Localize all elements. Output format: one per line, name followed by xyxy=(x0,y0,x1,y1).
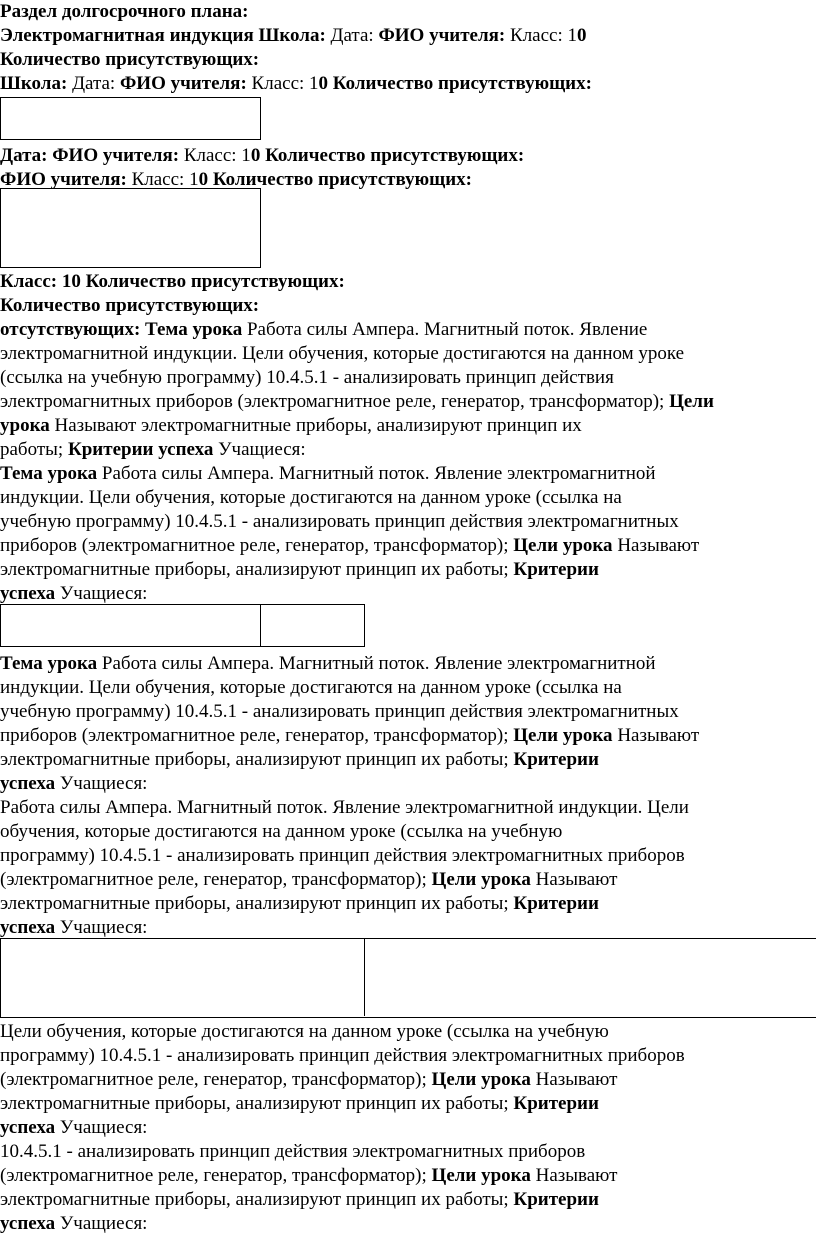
empty-cell-2 xyxy=(0,188,261,268)
text-line xyxy=(0,1092,599,1116)
text: индукции. Цели обучения, которые достигаются на данном уроке (ссылка на xyxy=(0,677,622,698)
text-line xyxy=(0,796,689,820)
text-line xyxy=(0,486,622,510)
text: электромагнитные приборы, анализируют принцип их работы; xyxy=(0,1189,514,1210)
text-line xyxy=(0,534,699,558)
text-line xyxy=(0,1164,617,1188)
text: Цели обучения, которые достигаются на данном уроке (ссылка на учебную xyxy=(0,1021,609,1042)
bold-text: 0 xyxy=(250,145,261,166)
bold-text: Школа: xyxy=(258,25,326,46)
text: : 1 xyxy=(557,25,578,46)
text-line xyxy=(0,1140,585,1164)
text: обучения, которые достигаются на данном уроке (ссылка на учебную xyxy=(0,821,563,842)
text-line xyxy=(0,462,656,486)
text: Называют xyxy=(530,869,618,890)
table-bottom-border-1 xyxy=(259,646,365,647)
text: электромагнитной индукции. Цели обучения, которые достигаются на данном уроке xyxy=(0,343,685,364)
text: программу) 10.4.5.1 - анализировать принцип действия электромагнитных приборов xyxy=(0,1045,685,1066)
bold-text: успеха xyxy=(0,583,56,604)
bold-text: Критерии xyxy=(513,893,599,914)
bold-text: Электромагнитная индукция xyxy=(0,25,254,46)
bold-text: 0 xyxy=(577,25,587,46)
text-line xyxy=(0,1020,609,1044)
bold-text: Класс: 10 xyxy=(0,271,81,292)
bold-text: урока xyxy=(0,415,50,436)
bold-text: Цели урока xyxy=(513,535,613,556)
bold-text: ФИО учителя: xyxy=(0,169,127,190)
text-line xyxy=(0,414,582,438)
text-line xyxy=(0,748,599,772)
bold-text: Школа: xyxy=(0,73,68,94)
text: электромагнитные приборы, анализируют принцип их работы; xyxy=(0,893,514,914)
bold-text: Критерии xyxy=(513,749,599,770)
text: Учащиеся: xyxy=(55,773,148,794)
bold-text: Критерии xyxy=(513,559,599,580)
text-line xyxy=(0,270,345,294)
text-line xyxy=(0,48,259,72)
text: индукции. Цели обучения, которые достигаются на данном уроке (ссылка на xyxy=(0,487,622,508)
text-line xyxy=(0,366,614,390)
text: Называют xyxy=(530,1069,618,1090)
text: Класс xyxy=(183,145,232,166)
bold-text: Тема урока xyxy=(145,319,243,340)
bold-text: успеха xyxy=(0,1117,56,1138)
text: электромагнитные приборы, анализируют принцип их работы; xyxy=(0,1093,514,1114)
bold-text: Тема урока xyxy=(0,463,98,484)
text: Называют xyxy=(530,1165,618,1186)
text-line xyxy=(0,1212,147,1236)
empty-cell-3 xyxy=(0,604,261,647)
text: учебную программу) 10.4.5.1 - анализировать принцип действия электромагнитных xyxy=(0,701,679,722)
text: 10.4.5.1 - анализировать принцип действия электромагнитных приборов xyxy=(0,1141,586,1162)
text: Работа силы Ампера. Магнитный поток. Явление электромагнитной индукции. Цели xyxy=(0,797,689,818)
text: приборов (электромагнитное реле, генератор, трансформатор); xyxy=(0,535,514,556)
text: (ссылка на учебную программу) 10.4.5.1 - анализировать принцип действия xyxy=(0,367,614,388)
text-line xyxy=(0,652,656,676)
text: (электромагнитное реле, генератор, трансформатор); xyxy=(0,869,432,890)
text-line xyxy=(0,294,259,318)
text-line xyxy=(0,772,147,796)
text-line xyxy=(0,1044,685,1068)
bold-text: Раздел долгосрочного плана: xyxy=(0,1,249,22)
text-line xyxy=(0,558,599,582)
text-line xyxy=(0,318,647,342)
text: учебную программу) 10.4.5.1 - анализировать принцип действия электромагнитных xyxy=(0,511,679,532)
text-line xyxy=(0,24,587,48)
bold-text: Тема урока xyxy=(0,653,98,674)
text-line xyxy=(0,868,617,892)
bold-text: Количество присутствующих: xyxy=(0,49,260,70)
text-line xyxy=(0,892,599,916)
text-line xyxy=(0,582,147,606)
bold-text: ФИО учителя: xyxy=(373,25,506,46)
bold-text: Количество присутствующих: xyxy=(328,73,592,94)
bold-text: успеха xyxy=(0,1213,56,1234)
bold-text: Цели xyxy=(669,391,714,412)
text: электромагнитных приборов (электромагнитное реле, генератор, трансформатор); xyxy=(0,391,670,412)
bold-text: Критерии успеха xyxy=(67,439,214,460)
bold-text: Цели урока xyxy=(513,725,613,746)
text: Класс xyxy=(510,25,558,46)
bold-text: Цели урока xyxy=(431,1069,531,1090)
text: работы; xyxy=(0,439,68,460)
text-line xyxy=(0,916,147,940)
empty-cell-4 xyxy=(0,938,816,1018)
bold-text: Критерии xyxy=(513,1093,599,1114)
text-line xyxy=(0,510,679,534)
text-line xyxy=(0,1188,599,1212)
text: Называют xyxy=(612,535,700,556)
text-line xyxy=(0,1068,617,1092)
text: Называют электромагнитные приборы, анализируют принцип их xyxy=(49,415,582,436)
text-line xyxy=(0,0,248,24)
text: приборов (электромагнитное реле, генератор, трансформатор); xyxy=(0,725,514,746)
bold-text: 0 xyxy=(198,169,209,190)
text: Класс xyxy=(251,73,300,94)
text-line xyxy=(0,676,622,700)
text: Учащиеся: xyxy=(55,1213,148,1234)
text: Дата: xyxy=(72,73,116,94)
text-line xyxy=(0,438,306,462)
bold-text: успеха xyxy=(0,773,56,794)
table-divider-2 xyxy=(364,938,365,1016)
text-line xyxy=(0,700,679,724)
text: Дата: xyxy=(330,25,374,46)
empty-cell-1 xyxy=(0,97,261,140)
bold-text: Цели урока xyxy=(431,1165,531,1186)
bold-text: Дата: xyxy=(0,145,48,166)
text-line xyxy=(0,144,524,168)
text: программу) 10.4.5.1 - анализировать принцип действия электромагнитных приборов xyxy=(0,845,685,866)
text: Работа силы Ампера. Магнитный поток. Явление электромагнитной xyxy=(97,463,656,484)
text: Называют xyxy=(612,725,700,746)
text: Работа силы Ампера. Магнитный поток. Явление электромагнитной xyxy=(97,653,656,674)
text: : 1 xyxy=(231,145,251,166)
text: Учащиеся: xyxy=(55,1117,148,1138)
text: электромагнитные приборы, анализируют принцип их работы; xyxy=(0,559,514,580)
text-line xyxy=(0,390,714,414)
bold-text: отсутствующих: xyxy=(0,319,141,340)
text-line xyxy=(0,1116,147,1140)
text: (электромагнитное реле, генератор, трансформатор); xyxy=(0,1069,432,1090)
text: (электромагнитное реле, генератор, трансформатор); xyxy=(0,1165,432,1186)
text: Учащиеся: xyxy=(55,917,148,938)
bold-text: Критерии xyxy=(513,1189,599,1210)
bold-text: 0 xyxy=(318,73,329,94)
bold-text: успеха xyxy=(0,917,56,938)
text: Класс xyxy=(131,169,180,190)
bold-text: Количество присутствующих: xyxy=(0,295,260,316)
text-line xyxy=(0,72,592,96)
bold-text: Цели урока xyxy=(431,869,531,890)
bold-text: Количество присутствующих: xyxy=(260,145,525,166)
text-line xyxy=(0,844,685,868)
text-line xyxy=(0,342,684,366)
bold-text: ФИО учителя: xyxy=(115,73,247,94)
bold-text: ФИО учителя: xyxy=(47,145,180,166)
text: : 1 xyxy=(179,169,199,190)
text: электромагнитные приборы, анализируют принцип их работы; xyxy=(0,749,514,770)
table-divider-1 xyxy=(364,604,365,646)
text: : 1 xyxy=(299,73,319,94)
text-line xyxy=(0,820,562,844)
text: Учащиеся: xyxy=(55,583,148,604)
bold-text: Количество присутствующих: xyxy=(208,169,472,190)
text: Работа силы Ампера. Магнитный поток. Явление xyxy=(242,319,648,340)
bold-text: Количество присутствующих: xyxy=(80,271,345,292)
text-line xyxy=(0,724,699,748)
text: Учащиеся: xyxy=(213,439,306,460)
